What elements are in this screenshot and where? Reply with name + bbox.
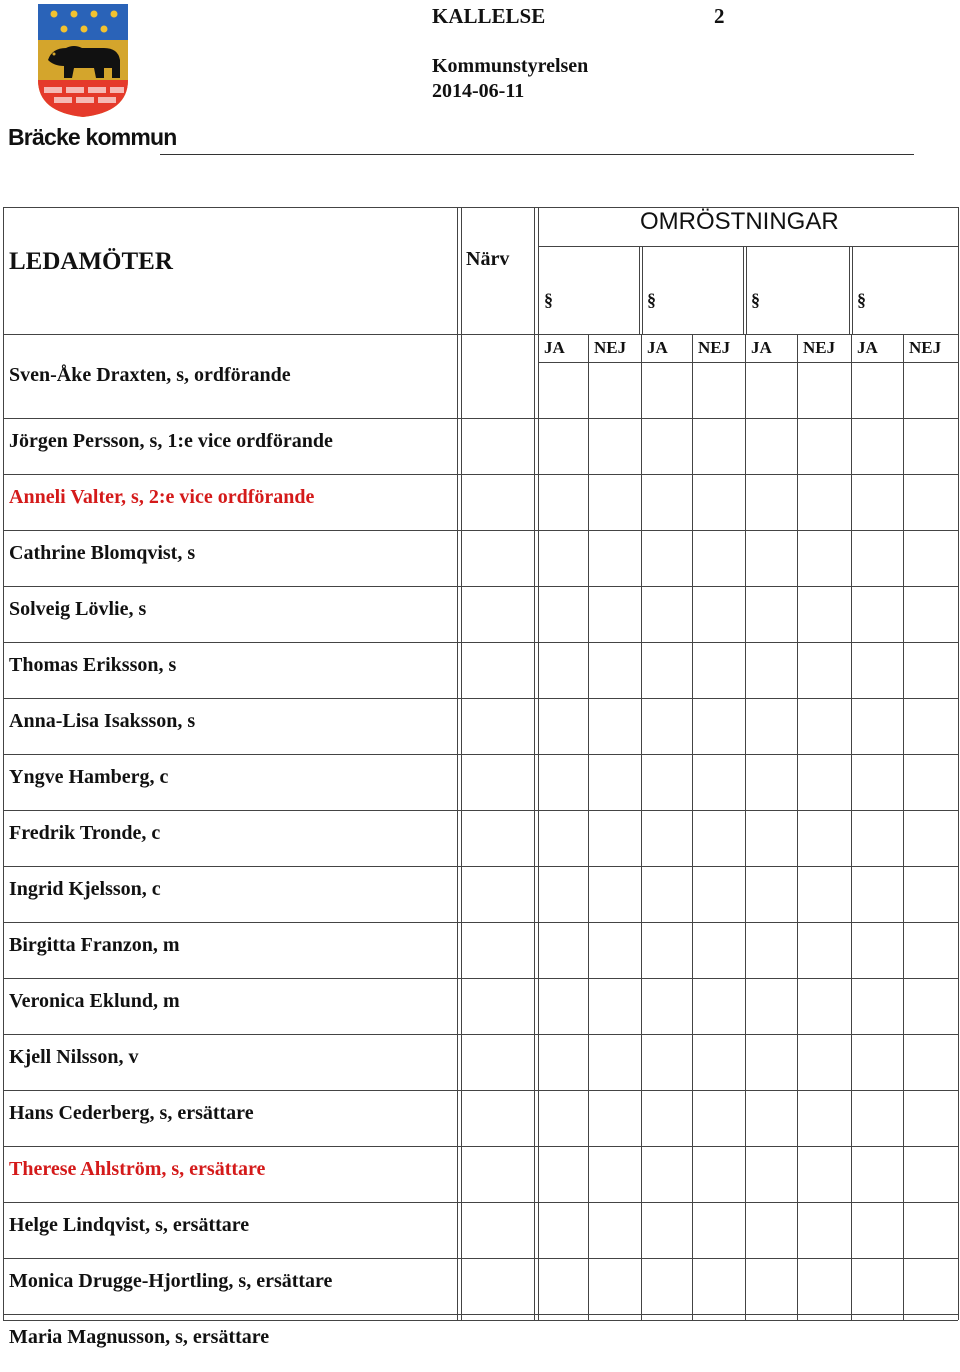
column-divider	[534, 207, 535, 1320]
member-name: Anna-Lisa Isaksson, s	[9, 710, 196, 732]
row-divider	[3, 642, 958, 643]
vote-column-label: NEJ	[803, 338, 836, 357]
vote-column-line	[745, 334, 746, 1320]
row-divider	[3, 474, 958, 475]
row-divider	[3, 1090, 958, 1091]
meeting-date: 2014-06-11	[432, 80, 525, 102]
member-name: Solveig Lövlie, s	[9, 598, 147, 620]
table-border-top	[3, 207, 958, 208]
member-name: Therese Ahlström, s, ersättare	[9, 1158, 266, 1180]
member-name: Hans Cederberg, s, ersättare	[9, 1102, 254, 1124]
vote-column-line	[641, 334, 642, 1320]
vote-column-line	[692, 334, 693, 1320]
paragraph-mark: §	[751, 290, 760, 310]
group-divider	[743, 246, 744, 334]
vote-column-label: JA	[857, 338, 878, 357]
column-divider	[538, 207, 539, 1320]
vote-subheader-line	[538, 362, 958, 363]
column-divider	[457, 207, 458, 1320]
member-name: Ingrid Kjelsson, c	[9, 878, 161, 900]
vote-column-line	[588, 334, 589, 1320]
member-name: Thomas Eriksson, s	[9, 654, 177, 676]
group-divider	[639, 246, 640, 334]
row-divider	[3, 810, 958, 811]
member-name: Cathrine Blomqvist, s	[9, 542, 196, 564]
row-divider	[3, 866, 958, 867]
organization: Kommunstyrelsen	[432, 55, 589, 77]
paragraph-mark: §	[647, 290, 656, 310]
votes-header: OMRÖSTNINGAR	[640, 208, 839, 235]
group-divider	[746, 246, 747, 334]
vote-column-label: NEJ	[909, 338, 942, 357]
group-divider	[849, 246, 850, 334]
vote-column-line	[903, 334, 904, 1320]
member-name: Kjell Nilsson, v	[9, 1046, 139, 1068]
document-type: KALLELSE	[432, 4, 546, 28]
municipality-logo-text: Bräcke kommun	[8, 124, 177, 150]
row-divider	[3, 1034, 958, 1035]
row-divider	[3, 978, 958, 979]
member-name: Maria Magnusson, s, ersättare	[9, 1326, 270, 1348]
paragraph-mark: §	[544, 290, 553, 310]
votes-header-line	[538, 246, 958, 247]
row-divider	[3, 586, 958, 587]
member-name: Anneli Valter, s, 2:e vice ordförande	[9, 486, 315, 508]
group-divider	[642, 246, 643, 334]
vote-column-label: NEJ	[594, 338, 627, 357]
attendance-header: Närv	[466, 248, 510, 270]
member-name: Veronica Eklund, m	[9, 990, 180, 1012]
vote-column-label: JA	[544, 338, 565, 357]
member-name: Yngve Hamberg, c	[9, 766, 169, 788]
row-divider	[3, 1146, 958, 1147]
member-name: Jörgen Persson, s, 1:e vice ordförande	[9, 430, 333, 452]
row-divider	[3, 698, 958, 699]
row-divider	[3, 1258, 958, 1259]
members-header: LEDAMÖTER	[9, 248, 173, 275]
vote-column-label: JA	[751, 338, 772, 357]
table-border-left	[3, 207, 4, 1320]
header-divider	[160, 154, 914, 155]
member-name: Birgitta Franzon, m	[9, 934, 180, 956]
vote-column-line	[851, 334, 852, 1320]
paragraph-mark: §	[857, 290, 866, 310]
vote-column-line	[797, 334, 798, 1320]
row-divider	[3, 530, 958, 531]
group-divider	[852, 246, 853, 334]
row-divider	[3, 418, 958, 419]
row-divider	[3, 1314, 958, 1315]
vote-column-label: NEJ	[698, 338, 731, 357]
member-name: Monica Drugge-Hjortling, s, ersättare	[9, 1270, 333, 1292]
vote-column-label: JA	[647, 338, 668, 357]
page-number: 2	[714, 4, 725, 28]
table-border-right	[958, 207, 959, 1320]
column-divider	[461, 207, 462, 1320]
row-divider	[3, 922, 958, 923]
row-divider	[3, 1202, 958, 1203]
member-name: Helge Lindqvist, s, ersättare	[9, 1214, 250, 1236]
header-bottom-line	[3, 334, 958, 335]
row-divider	[3, 754, 958, 755]
member-name: Fredrik Tronde, c	[9, 822, 161, 844]
table-border-bottom	[3, 1320, 958, 1321]
member-name: Sven-Åke Draxten, s, ordförande	[9, 364, 291, 386]
